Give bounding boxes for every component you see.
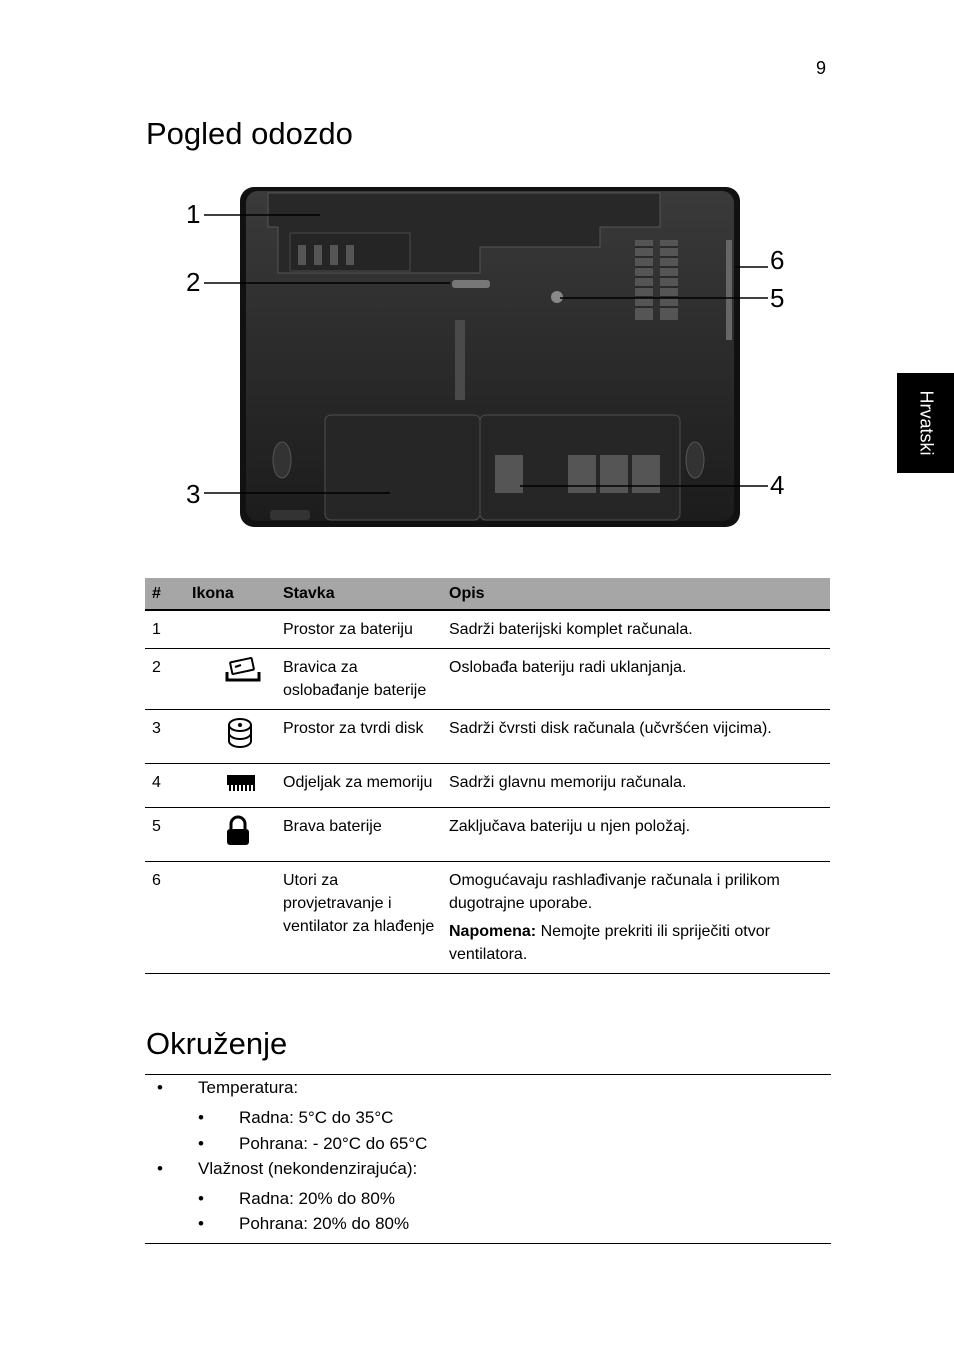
row-desc: Sadrži baterijski komplet računala. (442, 610, 830, 649)
row-icon (185, 808, 276, 862)
callout-4: 4 (770, 470, 785, 500)
language-tab (897, 373, 954, 473)
table-header-item: Stavka (276, 578, 442, 610)
section-title-bottom-view: Pogled odozdo (146, 116, 353, 151)
row-num: 2 (145, 649, 185, 710)
bullet: • (198, 1189, 204, 1208)
hard-disk-bay (325, 415, 480, 520)
callout-1: 1 (186, 199, 201, 229)
table-row (145, 862, 830, 974)
table-row (145, 649, 830, 710)
laptop-bottom-view-figure (180, 185, 800, 530)
callout-5: 5 (770, 283, 785, 313)
row-num: 4 (145, 764, 185, 808)
row-item: Odjeljak za memoriju (276, 764, 442, 808)
env-hum-operating: Radna: 20% do 80% (239, 1189, 395, 1208)
row-desc-text: Omogućavaju rashlađivanje računala i prilikom dugotrajne uporabe. (449, 872, 780, 912)
row-icon (185, 610, 276, 649)
hard-disk-icon (225, 717, 255, 749)
bullet: • (198, 1108, 204, 1127)
table-header-row (145, 578, 830, 610)
table-row (145, 710, 830, 764)
env-temperature: Temperatura: (198, 1078, 299, 1097)
table-header-icon: Ikona (185, 578, 276, 610)
row-num: 6 (145, 862, 185, 974)
env-hum-storage: Pohrana: 20% do 80% (239, 1214, 410, 1233)
row-note (449, 920, 826, 966)
note-text: Nemojte prekriti ili spriječiti otvor ventilatora. (449, 923, 770, 963)
page-number: 9 (816, 58, 827, 78)
bullet: • (198, 1214, 204, 1233)
table-row (145, 764, 830, 808)
battery-release-icon (225, 656, 261, 686)
row-desc: Sadrži glavnu memoriju računala. (442, 764, 830, 808)
row-icon (185, 764, 276, 808)
table-header-num: # (145, 578, 185, 610)
table-row (145, 808, 830, 862)
row-icon (185, 710, 276, 764)
env-humidity: Vlažnost (nekondenzirajuća): (198, 1159, 418, 1178)
row-item: Prostor za tvrdi disk (276, 710, 442, 764)
row-item: Prostor za bateriju (276, 610, 442, 649)
env-temp-storage: Pohrana: - 20°C do 65°C (239, 1134, 428, 1153)
environment-list (145, 1074, 831, 1244)
row-desc (442, 862, 830, 974)
row-num: 3 (145, 710, 185, 764)
bullet: • (198, 1134, 204, 1153)
memory-icon (225, 771, 257, 793)
env-temp-operating: Radna: 5°C do 35°C (239, 1108, 394, 1127)
battery-latch (452, 280, 490, 288)
memory-vent (495, 455, 660, 493)
language-tab-label: Hrvatski (916, 390, 936, 456)
table-row (145, 610, 830, 649)
row-item: Utori za provjetravanje i ventilator za hlađenje (276, 862, 442, 974)
component-table (145, 578, 830, 974)
row-num: 1 (145, 610, 185, 649)
row-icon (185, 862, 276, 974)
table-header-desc: Opis (442, 578, 830, 610)
row-item: Brava baterije (276, 808, 442, 862)
lock-icon (225, 815, 251, 847)
callout-3: 3 (186, 479, 201, 509)
bullet: • (157, 1078, 163, 1097)
row-item: Bravica za oslobađanje baterije (276, 649, 442, 710)
row-desc: Sadrži čvrsti disk računala (učvršćen vijcima). (442, 710, 830, 764)
callout-6: 6 (770, 245, 785, 275)
row-desc: Oslobađa bateriju radi uklanjanja. (442, 649, 830, 710)
note-label: Napomena: (449, 923, 537, 940)
section-title-environment: Okruženje (146, 1026, 288, 1061)
battery-lock (551, 291, 563, 303)
bullet: • (157, 1159, 163, 1178)
callout-2: 2 (186, 267, 201, 297)
row-num: 5 (145, 808, 185, 862)
row-desc: Zaključava bateriju u njen položaj. (442, 808, 830, 862)
row-icon (185, 649, 276, 710)
